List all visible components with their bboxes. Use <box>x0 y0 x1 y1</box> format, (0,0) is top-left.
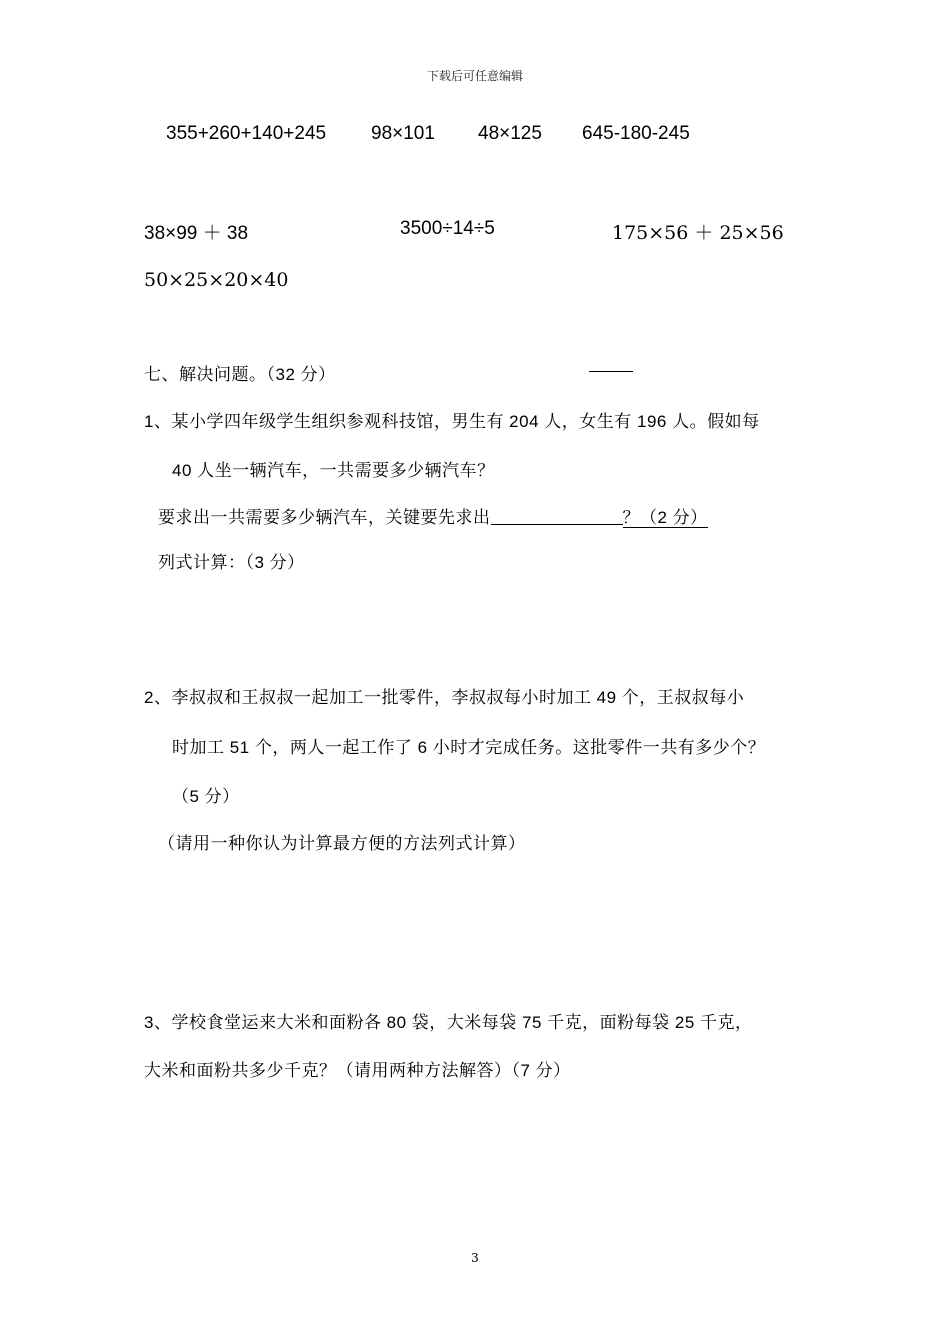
calc-item: 3500÷14÷5 <box>400 218 495 239</box>
divider-line <box>589 371 633 372</box>
section-title: 七、解决问题。（32 分） <box>144 365 336 384</box>
question-1-line-2: 40 人坐一辆汽车，一共需要多少辆汽车？ <box>172 461 495 480</box>
question-1-prompt <box>158 503 708 528</box>
calc-item: 175×56 ＋ 25×56 <box>612 222 784 244</box>
question-2-line-3: （5 分） <box>172 787 240 806</box>
answer-blank[interactable] <box>491 507 623 525</box>
question-3-line-1: 3、学校食堂运来大米和面粉各 80 袋，大米每袋 75 千克，面粉每袋 25 千克， <box>144 1013 753 1032</box>
prompt-end: ？（2 分） <box>622 508 708 527</box>
calc-item: 645-180-245 <box>582 123 690 144</box>
calc-item: 38×99 ＋ 38 <box>144 223 249 244</box>
calc-item: 50×25×20×40 <box>144 269 289 291</box>
calc-item: 48×125 <box>478 123 542 144</box>
question-2-hint: （请用一种你认为计算最方便的方法列式计算） <box>158 834 526 853</box>
calc-item: 98×101 <box>371 123 435 144</box>
calc-item: 355+260+140+245 <box>166 123 327 144</box>
question-1-line-1: 1、某小学四年级学生组织参观科技馆，男生有 204 人，女生有 196 人。假如每 <box>144 412 760 431</box>
question-2-line-2: 时加工 51 个，两人一起工作了 6 小时才完成任务。这批零件一共有多少个？ <box>172 738 766 757</box>
prompt-text: 要求出一共需要多少辆汽车，关键要先求出 <box>158 508 491 527</box>
question-3-line-2: 大米和面粉共多少千克？（请用两种方法解答）（7 分） <box>144 1061 571 1080</box>
page-number: 3 <box>471 1251 479 1265</box>
question-2-line-1: 2、李叔叔和王叔叔一起加工一批零件，李叔叔每小时加工 49 个，王叔叔每小 <box>144 688 745 707</box>
question-1-calc-label: 列式计算：（3 分） <box>158 553 305 572</box>
page-header-note: 下载后可任意编辑 <box>426 69 523 83</box>
